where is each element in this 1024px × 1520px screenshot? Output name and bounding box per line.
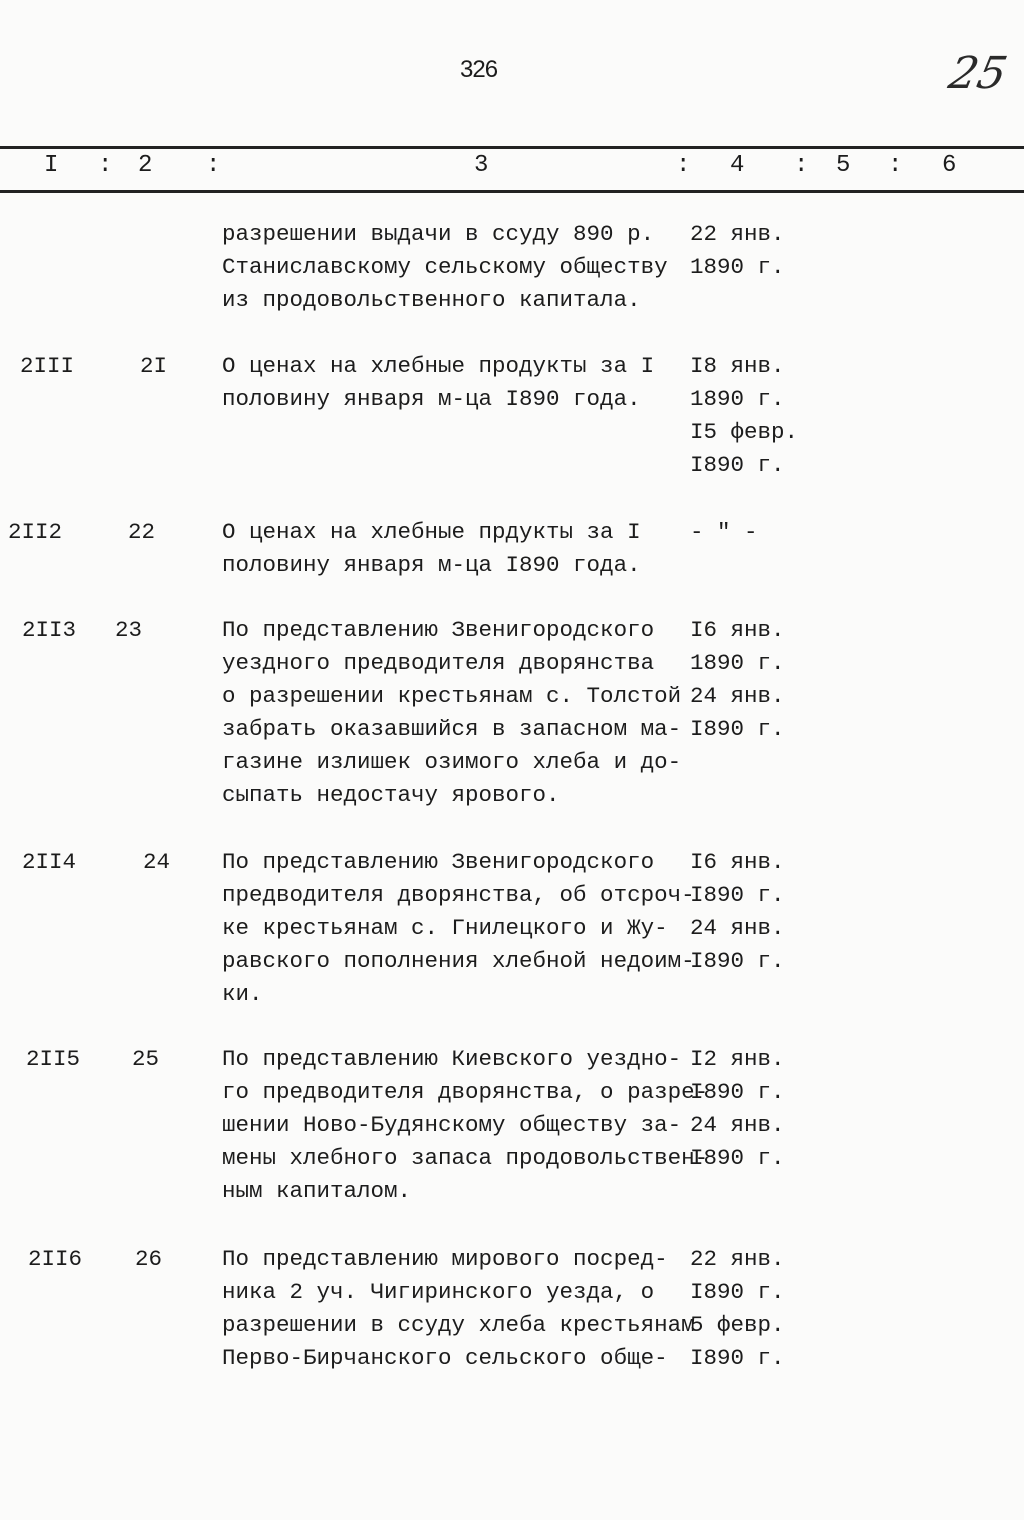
entry-number: 2II5 (26, 1046, 81, 1072)
col-sep: : (676, 152, 691, 179)
date-line: I890 г. (690, 1345, 785, 1371)
item-number: 2I (140, 353, 168, 379)
col-sep: : (794, 152, 809, 179)
col-1-header: I (44, 152, 59, 179)
date-line: I890 г. (690, 1145, 785, 1171)
entry-number: 2II6 (28, 1246, 83, 1272)
col-2-header: 2 (138, 152, 153, 179)
header-bottom-rule (0, 190, 1024, 193)
entry-number: 2II3 (22, 617, 77, 643)
description-line: По представлению Звенигородского (222, 617, 655, 643)
date-line: I890 г. (690, 1279, 785, 1305)
description-line: из продовольственного капитала. (222, 287, 641, 313)
entry-description (222, 846, 695, 1011)
entry-description (222, 614, 681, 812)
item-number: 22 (128, 519, 156, 545)
description-line: О ценах на хлебные продукты за I (222, 353, 655, 379)
page-number: 326 (460, 56, 498, 83)
entry-dates (690, 218, 785, 284)
date-line: I5 февр. (690, 419, 799, 445)
date-line: I890 г. (690, 452, 785, 478)
date-line: 22 янв. (690, 1246, 785, 1272)
entry-dates (690, 614, 785, 746)
description-line: равского пополнения хлебной недоим- (222, 948, 695, 974)
description-line: шении Ново-Будянскому обществу за- (222, 1112, 682, 1138)
date-line: I890 г. (690, 1079, 785, 1105)
date-line: I890 г. (690, 882, 785, 908)
entry-dates (690, 846, 785, 978)
entry-description (222, 516, 641, 582)
col-3-header: 3 (474, 152, 489, 179)
entry-dates (690, 1243, 785, 1375)
entry-description (222, 1043, 708, 1208)
description-line: По представлению Звенигородского (222, 849, 655, 875)
col-5-header: 5 (836, 152, 851, 179)
date-line: I890 г. (690, 948, 785, 974)
date-line: I890 г. (690, 716, 785, 742)
description-line: половину января м-ца I890 года. (222, 552, 641, 578)
date-line: I2 янв. (690, 1046, 785, 1072)
description-line: Перво-Бирчанского сельского обще- (222, 1345, 668, 1371)
description-line: предводителя дворянства, об отсроч- (222, 882, 695, 908)
col-6-header: 6 (942, 152, 957, 179)
description-line: мены хлебного запаса продовольствен- (222, 1145, 709, 1171)
description-line: Станиславскому сельскому обществу (222, 254, 668, 280)
date-line: I8 янв. (690, 353, 785, 379)
date-line: 1890 г. (690, 254, 785, 280)
date-line: I6 янв. (690, 849, 785, 875)
item-number: 24 (143, 849, 171, 875)
date-line: 1890 г. (690, 650, 785, 676)
entry-description (222, 218, 668, 317)
description-line: сыпать недостачу ярового. (222, 782, 560, 808)
description-line: ным капиталом. (222, 1178, 412, 1204)
date-line: 24 янв. (690, 1112, 785, 1138)
col-4-header: 4 (730, 152, 745, 179)
date-line: 5 февр. (690, 1312, 785, 1338)
description-line: половину января м-ца I890 года. (222, 386, 641, 412)
date-line: 24 янв. (690, 915, 785, 941)
description-line: газине излишек озимого хлеба и до- (222, 749, 682, 775)
description-line: По представлению Киевского уездно- (222, 1046, 682, 1072)
col-sep: : (888, 152, 903, 179)
description-line: забрать оказавшийся в запасном ма- (222, 716, 682, 742)
date-line: - " - (690, 519, 758, 545)
entry-dates (690, 1043, 785, 1175)
description-line: О ценах на хлебные прдукты за I (222, 519, 641, 545)
date-line: 1890 г. (690, 386, 785, 412)
description-line: ки. (222, 981, 263, 1007)
item-number: 23 (115, 617, 143, 643)
col-sep: : (206, 152, 221, 179)
entry-description (222, 1243, 695, 1375)
date-line: 24 янв. (690, 683, 785, 709)
description-line: По представлению мирового посред- (222, 1246, 668, 1272)
date-line: 22 янв. (690, 221, 785, 247)
item-number: 26 (135, 1246, 163, 1272)
description-line: о разрешении крестьянам с. Толстой (222, 683, 682, 709)
handwritten-folio-number: 25 (944, 48, 1012, 99)
header-top-rule (0, 146, 1024, 149)
entry-number: 2II4 (22, 849, 77, 875)
entry-description (222, 350, 654, 416)
entry-number: 2III (20, 353, 75, 379)
description-line: го предводителя дворянства, о разре- (222, 1079, 709, 1105)
description-line: уездного предводителя дворянства (222, 650, 655, 676)
date-line: I6 янв. (690, 617, 785, 643)
description-line: разрешении в ссуду хлеба крестьянам (222, 1312, 695, 1338)
description-line: разрешении выдачи в ссуду 890 р. (222, 221, 655, 247)
entry-number: 2II2 (8, 519, 63, 545)
entry-dates (690, 350, 798, 482)
description-line: ке крестьянам с. Гнилецкого и Жу- (222, 915, 668, 941)
entry-dates (690, 516, 758, 549)
description-line: ника 2 уч. Чигиринского уезда, о (222, 1279, 655, 1305)
item-number: 25 (132, 1046, 160, 1072)
col-sep: : (98, 152, 113, 179)
